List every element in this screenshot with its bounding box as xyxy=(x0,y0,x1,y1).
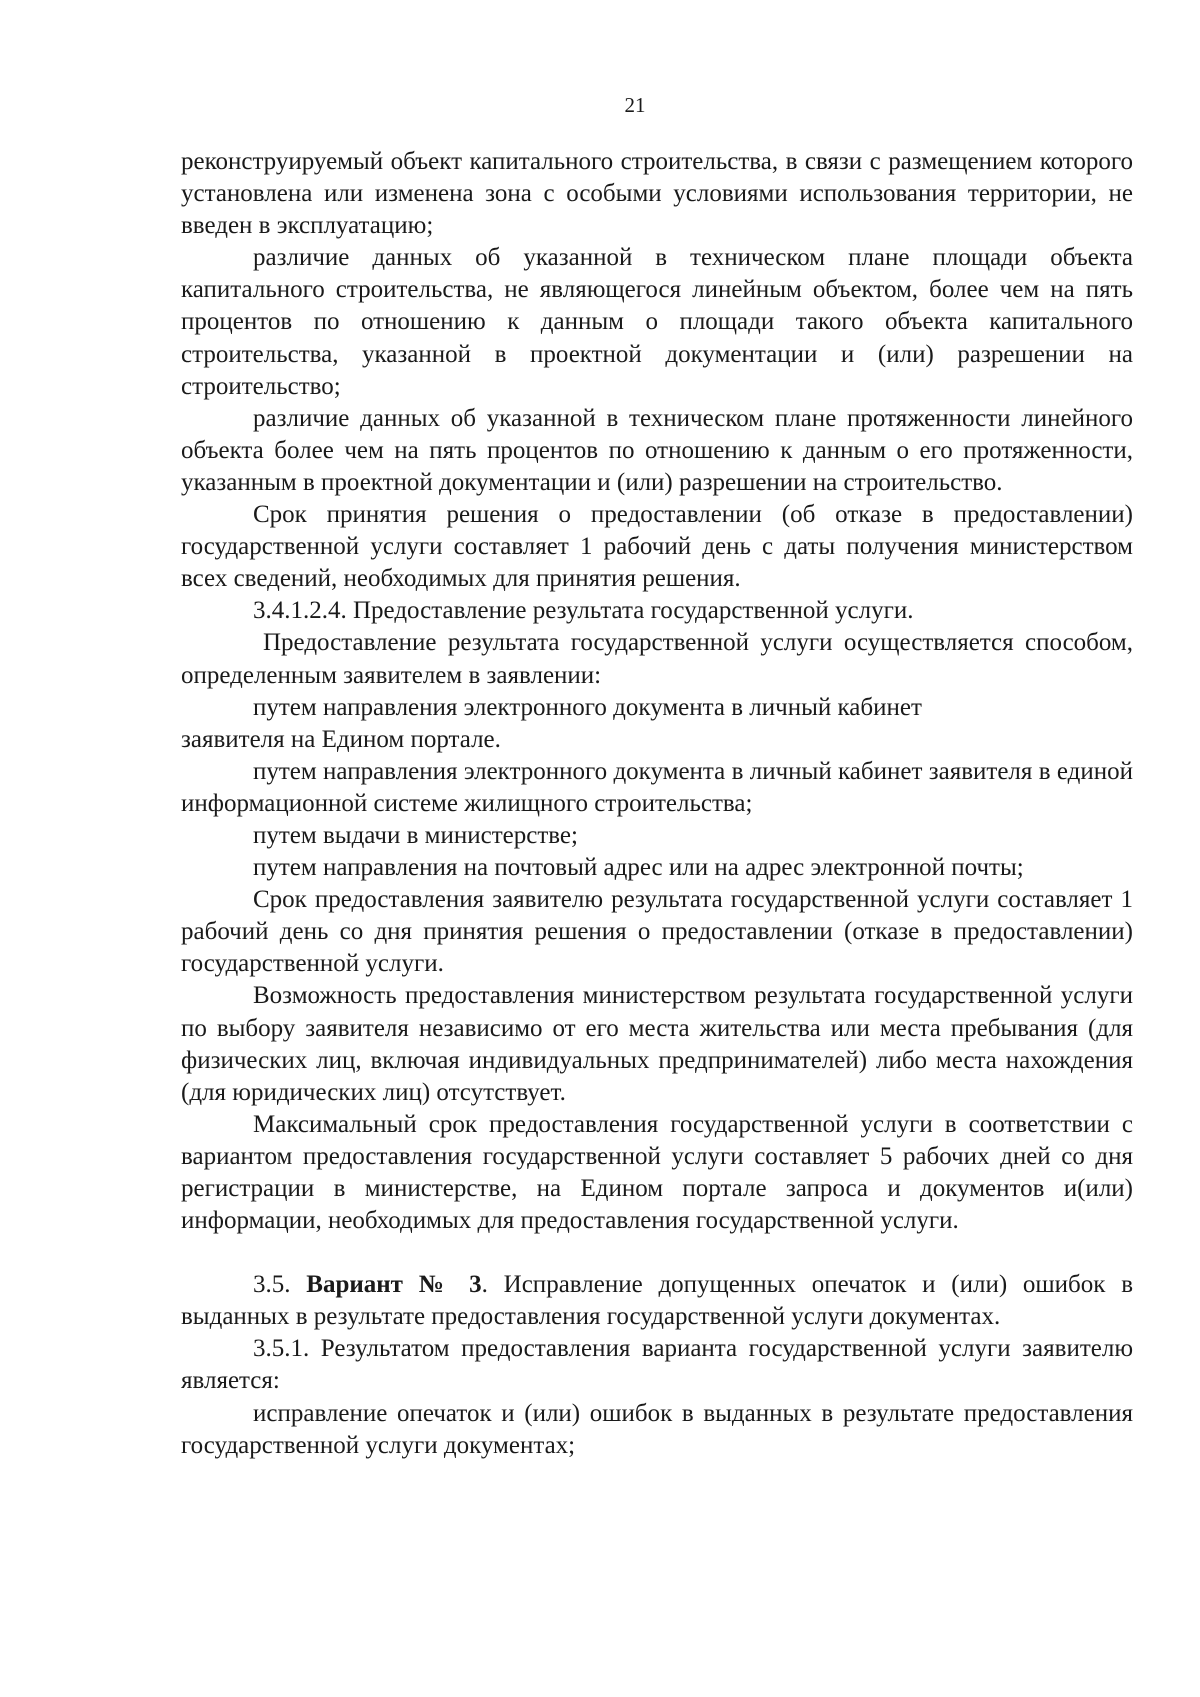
paragraph-10: путем направления на почтовый адрес или на адрес электронной почты; xyxy=(253,854,1024,882)
paragraph-2: различие данных об указанной в техническом плане площади объекта капитального строительства, не являющегося линейным объектом, более чем на пять процентов по отношению к данным о площади такого объекта капитального строительства, указанной в проектной документации и (или) разрешении на строительство; xyxy=(181,244,1133,400)
paragraph-12: Возможность предоставления министерством результата государственной услуги по выбору заявителя независимо от его места жительства или места пребывания (для физических лиц, включая индивидуальных предпринимателей) либо места нахождения (для юридических лиц) отсутствует. xyxy=(181,982,1133,1106)
paragraph-16: исправление опечаток и (или) ошибок в выданных в результате предоставления государственной услуги документах; xyxy=(181,1399,1133,1459)
paragraph-7-line-1: путем направления электронного документа в личный кабинет xyxy=(253,693,922,721)
page-number: 21 xyxy=(624,93,646,117)
paragraph-9: путем выдачи в министерстве; xyxy=(253,821,578,849)
paragraph-7 xyxy=(181,692,1133,756)
section-heading-3-5 xyxy=(181,1269,1133,1333)
paragraph-3: различие данных об указанной в техническом плане протяженности линейного объекта более чем на пять процентов по отношению к данным о его протяженности, указанным в проектной документации и (или) разрешении на строительство. xyxy=(181,404,1133,496)
paragraph-13: Максимальный срок предоставления государственной услуги в соответствии с вариантом предоставления государственной услуги составляет 5 рабочих дней со дня регистрации в министерстве, на Едином портале запроса и документов и(или) информации, необходимых для предоставления государственной услуги. xyxy=(181,1110,1133,1235)
paragraph-11: Срок предоставления заявителю результата государственной услуги составляет 1 рабочий день со дня принятия решения о предоставлении (отказе в предоставлении) государственной услуги. xyxy=(181,886,1133,978)
paragraph-5: 3.4.1.2.4. Предоставление результата государственной услуги. xyxy=(253,597,914,625)
section-heading-text: . Исправление допущенных опечаток и (или) ошибок в выданных в результате предоставления государственной услуги документах. xyxy=(181,1271,1133,1331)
paragraph-4: Срок принятия решения о предоставлении (об отказе в предоставлении) государственной услуги составляет 1 рабочий день с даты получения министерством всех сведений, необходимых для принятия решения. xyxy=(181,501,1133,593)
paragraph-7-line-2: заявителя на Едином портале. xyxy=(181,725,501,753)
paragraph-6: Предоставление результата государственной услуги осуществляется способом, определенным заявителем в заявлении: xyxy=(181,629,1133,689)
paragraph-15: 3.5.1. Результатом предоставления варианта государственной услуги заявителю является: xyxy=(181,1335,1133,1395)
variant-title: Вариант № 3 xyxy=(306,1271,482,1299)
document-body xyxy=(181,146,1133,1462)
paragraph-1: реконструируемый объект капитального строительства, в связи с размещением которого установлена или изменена зона с особыми условиями использования территории, не введен в эксплуатацию; xyxy=(181,148,1133,240)
paragraph-8: путем направления электронного документа в личный кабинет заявителя в единой информационной системе жилищного строительства; xyxy=(181,757,1133,817)
section-number: 3.5. xyxy=(253,1271,307,1299)
